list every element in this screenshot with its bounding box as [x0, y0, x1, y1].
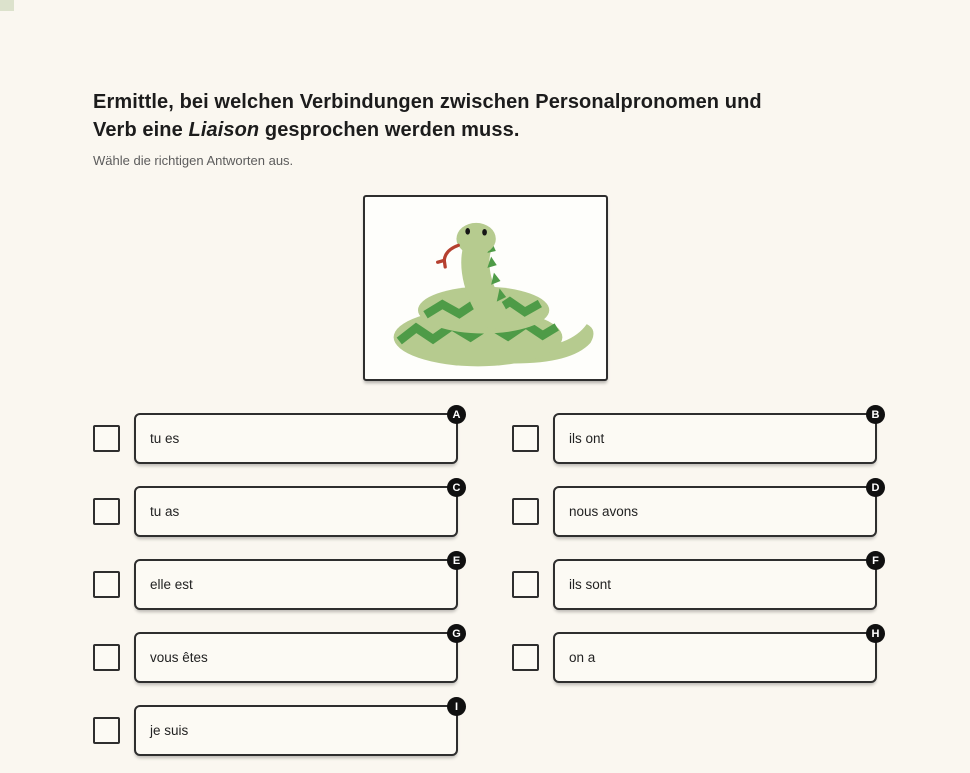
option-box[interactable]: [553, 481, 880, 537]
exercise-instruction: Wähle die richtigen Antworten aus.: [93, 153, 294, 168]
option-checkbox[interactable]: [93, 498, 120, 525]
answer-option-g: [93, 627, 461, 683]
option-box[interactable]: [134, 481, 461, 537]
option-label: je suis: [150, 723, 189, 738]
option-checkbox[interactable]: [512, 425, 539, 452]
option-label: on a: [569, 650, 596, 665]
answer-option-b: [512, 408, 880, 464]
answer-option-i: [93, 700, 459, 756]
option-letter-badge: I: [447, 697, 466, 716]
option-checkbox[interactable]: [512, 571, 539, 598]
answer-option-d: [512, 481, 880, 537]
option-checkbox[interactable]: [512, 644, 539, 671]
option-box[interactable]: [134, 408, 461, 464]
option-letter-badge: G: [447, 624, 466, 643]
option-label: nous avons: [569, 504, 639, 519]
option-label: ils sont: [569, 577, 612, 592]
option-label: vous êtes: [150, 650, 208, 665]
option-checkbox[interactable]: [93, 644, 120, 671]
corner-mark: [0, 0, 14, 11]
option-letter-badge: E: [447, 551, 466, 570]
title-line-1: Ermittle, bei welchen Verbindungen zwischen Personalpronomen und: [93, 91, 762, 113]
option-label: tu es: [150, 431, 180, 446]
option-letter-badge: A: [447, 405, 466, 424]
exercise-image-frame: [363, 195, 608, 381]
option-box[interactable]: [134, 700, 459, 756]
option-box[interactable]: [553, 554, 879, 610]
option-checkbox[interactable]: [93, 571, 120, 598]
option-checkbox[interactable]: [93, 425, 120, 452]
answer-option-c: [93, 481, 461, 537]
option-box[interactable]: [134, 554, 461, 610]
option-checkbox[interactable]: [93, 717, 120, 744]
option-letter-badge: B: [866, 405, 885, 424]
answer-options: [93, 408, 880, 756]
answer-option-a: [93, 408, 461, 464]
option-label: ils ont: [569, 431, 605, 446]
option-letter-badge: C: [447, 478, 466, 497]
exercise-title: [93, 88, 877, 144]
option-letter-badge: H: [866, 624, 885, 643]
option-label: elle est: [150, 577, 193, 592]
option-box[interactable]: [553, 627, 880, 683]
option-box[interactable]: [553, 408, 880, 464]
option-letter-badge: D: [866, 478, 885, 497]
snake-illustration: [373, 204, 598, 373]
option-checkbox[interactable]: [512, 498, 539, 525]
option-label: tu as: [150, 504, 180, 519]
option-box[interactable]: [134, 627, 461, 683]
answer-option-e: [93, 554, 461, 610]
option-letter-badge: F: [866, 551, 885, 570]
answer-option-h: [512, 627, 880, 683]
answer-option-f: [512, 554, 879, 610]
title-line-2: Verb eine Liaison gesprochen werden muss.: [93, 119, 520, 141]
